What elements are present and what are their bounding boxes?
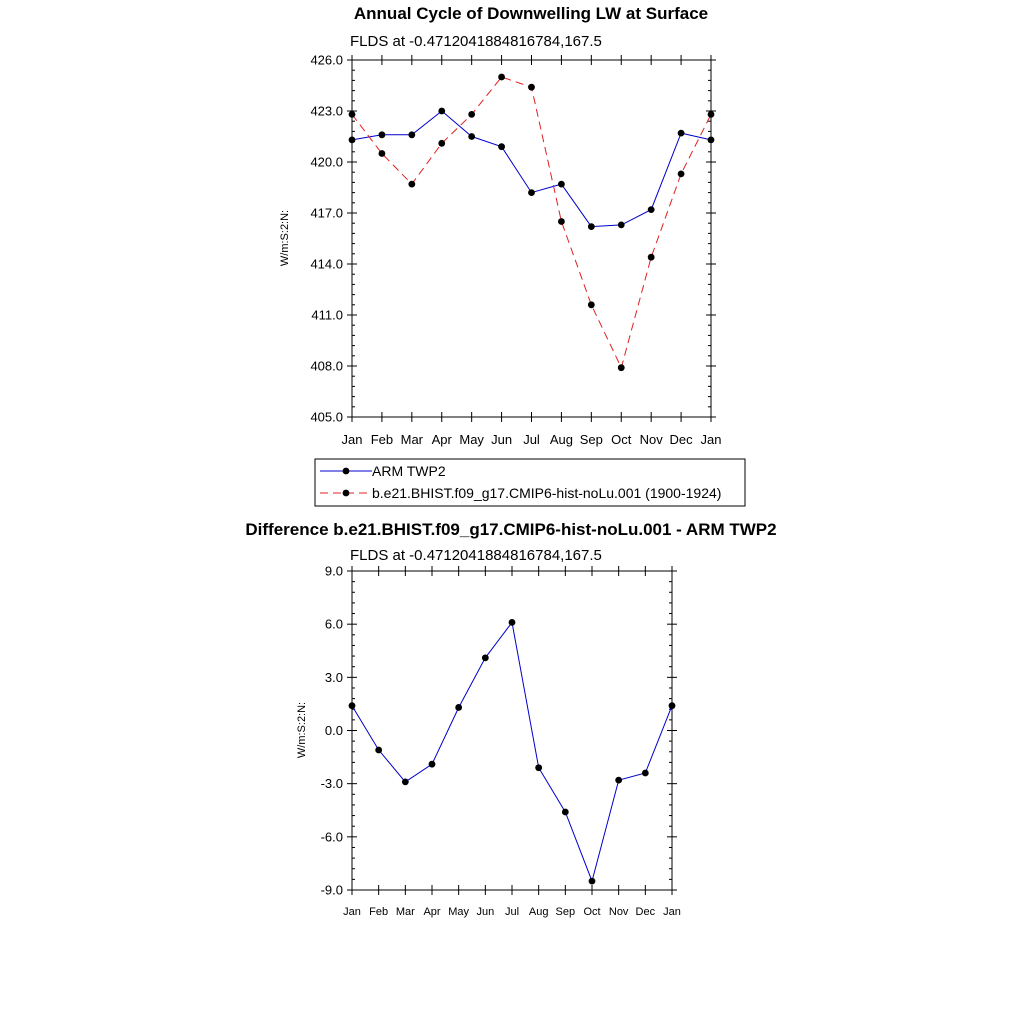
series-layer: [349, 74, 715, 372]
data-point-1-9: [618, 364, 625, 371]
x-tick-label: Dec: [635, 906, 656, 918]
x-tick-label: Jan: [341, 432, 363, 447]
y-tick-label: 0.0: [324, 723, 343, 738]
data-point-0-6: [509, 619, 516, 626]
x-tick-label: Jan: [700, 432, 722, 447]
x-tick-label: Jul: [504, 906, 520, 918]
chart-title: Annual Cycle of Downwelling LW at Surface: [353, 4, 709, 23]
x-tick-label: Apr: [423, 906, 441, 918]
series-line-1: [352, 77, 711, 368]
legend-marker-arm: [343, 468, 350, 475]
x-tick-label: Jan: [663, 906, 681, 918]
data-point-1-3: [438, 140, 445, 147]
data-point-0-8: [588, 223, 595, 230]
data-point-1-1: [379, 150, 386, 157]
y-tick-label: -9.0: [320, 882, 343, 898]
x-tick-label: Nov: [608, 906, 629, 918]
data-point-0-10: [615, 777, 622, 784]
annual-cycle-chart: [279, 4, 721, 447]
x-tick-label: Apr: [431, 432, 452, 447]
data-point-1-2: [408, 181, 415, 188]
x-tick-label: Mar: [395, 906, 415, 918]
data-point-0-1: [375, 747, 382, 754]
series-layer: [349, 619, 676, 885]
data-point-0-5: [498, 143, 505, 150]
data-point-0-2: [402, 778, 409, 785]
data-point-0-4: [468, 133, 475, 140]
data-point-0-9: [618, 222, 625, 229]
legend-label-arm: ARM TWP2: [372, 463, 446, 479]
x-tick-label: Aug: [528, 906, 549, 918]
data-point-0-11: [642, 770, 649, 777]
y-tick-label: -3.0: [320, 776, 343, 792]
y-tick-label: 405.0: [310, 409, 343, 425]
data-point-0-11: [678, 130, 685, 137]
data-point-1-12: [708, 111, 715, 118]
y-tick-label: 6.0: [324, 616, 343, 632]
y-tick-label: 426.0: [310, 52, 343, 68]
series-line-0: [352, 111, 711, 227]
data-point-1-5: [498, 74, 505, 81]
plot-frame: [352, 60, 711, 417]
plot-area: [310, 53, 721, 448]
y-tick-label: 423.0: [310, 103, 343, 119]
data-point-0-6: [528, 189, 535, 196]
x-tick-label: Aug: [549, 432, 573, 447]
chart-subtitle: FLDS at -0.4712041884816784,167.5: [350, 33, 602, 50]
data-point-0-3: [438, 108, 445, 115]
y-axis-label: W/m:S:2:N:: [296, 701, 308, 759]
x-tick-label: Jul: [523, 432, 540, 447]
plot-area: [321, 564, 681, 919]
x-tick-label: May: [448, 906, 470, 918]
y-axis-label: W/m:S:2:N:: [279, 209, 291, 267]
data-point-0-8: [562, 809, 569, 816]
data-point-1-4: [468, 111, 475, 118]
data-point-0-0: [349, 702, 356, 709]
legend-label-model: b.e21.BHIST.f09_g17.CMIP6-hist-noLu.001 (1900-1924): [372, 485, 722, 501]
x-tick-label: Oct: [583, 906, 601, 918]
data-point-0-1: [379, 131, 386, 138]
data-point-1-7: [558, 218, 565, 225]
legend: [315, 459, 745, 506]
x-tick-label: Oct: [611, 432, 632, 447]
x-tick-label: Sep: [579, 432, 603, 447]
x-tick-label: Feb: [370, 432, 394, 447]
x-tick-label: Sep: [555, 906, 576, 918]
data-point-0-9: [589, 878, 596, 885]
difference-chart: [245, 520, 776, 918]
x-tick-label: Jun: [476, 906, 495, 918]
data-point-0-7: [558, 181, 565, 188]
data-point-0-12: [669, 702, 676, 709]
data-point-0-3: [429, 761, 436, 768]
data-point-1-11: [678, 171, 685, 178]
x-tick-label: Jun: [491, 432, 513, 447]
x-tick-label: Mar: [400, 432, 424, 447]
y-tick-label: 411.0: [311, 307, 343, 323]
y-tick-label: 9.0: [324, 563, 343, 579]
x-tick-label: Feb: [369, 906, 389, 918]
data-point-0-2: [408, 131, 415, 138]
data-point-1-10: [648, 254, 655, 261]
data-point-0-5: [482, 654, 489, 661]
data-point-1-0: [349, 111, 356, 118]
data-point-0-12: [708, 137, 715, 144]
plot-frame: [352, 571, 672, 890]
data-point-0-4: [455, 704, 462, 711]
y-tick-label: 420.0: [310, 154, 343, 170]
chart-title: Difference b.e21.BHIST.f09_g17.CMIP6-hist-noLu.001 - ARM TWP2: [245, 520, 777, 539]
x-tick-label: May: [459, 432, 484, 447]
x-tick-label: Dec: [669, 432, 693, 447]
chart-subtitle: FLDS at -0.4712041884816784,167.5: [350, 547, 602, 564]
x-tick-label: Jan: [343, 906, 361, 918]
y-tick-label: -6.0: [320, 829, 343, 845]
y-tick-label: 417.0: [310, 205, 343, 221]
legend-marker-model: [343, 490, 350, 497]
y-tick-label: 414.0: [310, 256, 343, 272]
data-point-0-0: [349, 137, 356, 144]
series-line-0: [352, 622, 672, 881]
data-point-0-10: [648, 206, 655, 213]
data-point-0-7: [535, 764, 542, 771]
y-tick-label: 408.0: [310, 358, 343, 374]
x-tick-label: Nov: [639, 432, 663, 447]
data-point-1-6: [528, 84, 535, 91]
data-point-1-8: [588, 301, 595, 308]
y-tick-label: 3.0: [324, 669, 343, 685]
